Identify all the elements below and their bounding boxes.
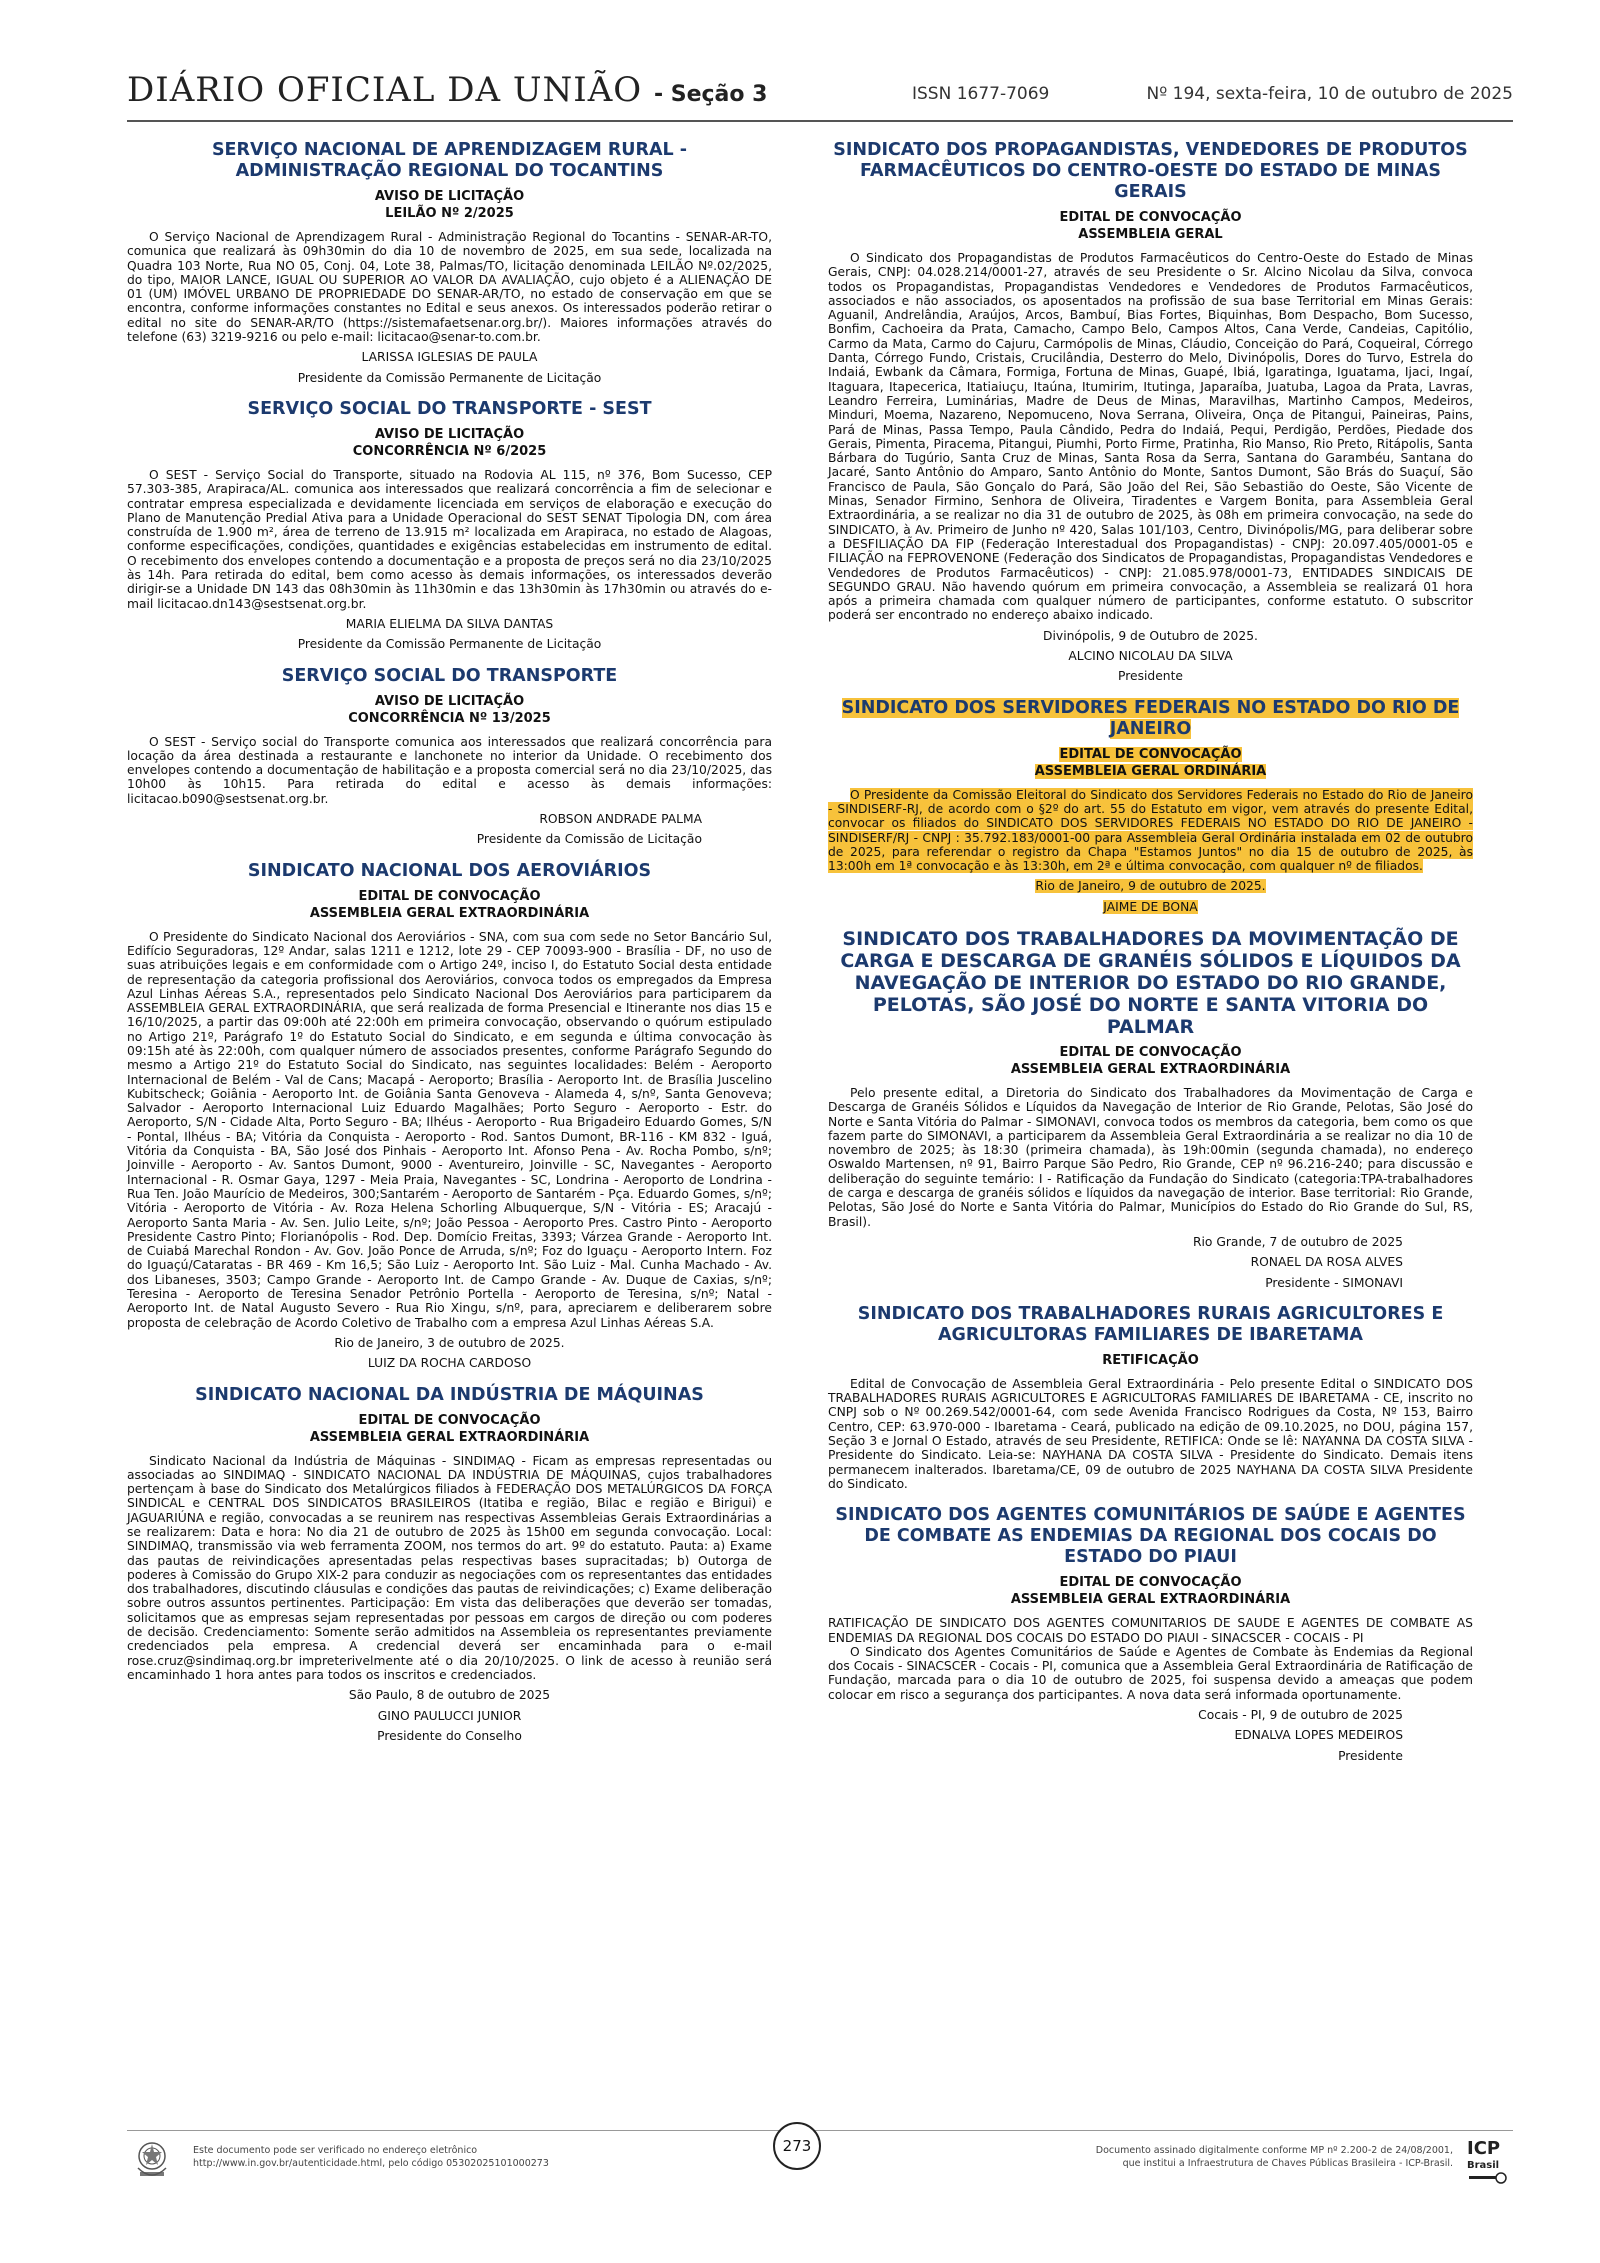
edition-info: Nº 194, sexta-feira, 10 de outubro de 2025 — [1146, 84, 1513, 104]
signatory-role: Presidente - SIMONAVI — [1265, 1275, 1403, 1290]
signatory-role: Presidente da Comissão de Licitação — [476, 832, 702, 847]
footer-divider — [127, 2130, 1513, 2131]
notice-body: O Sindicato dos Propagandistas de Produtos Farmacêuticos do Centro-Oeste do Estado de Minas Gerais, CNPJ: 04.028.214/0001-27, através de seu Presidente o Sr. Alcino Nicolau da Silva, convoca todos os Propagandistas, Propagandistas Vendedores e Vendedores de Produtos Farmacêuticos, associados e não associados, os aposentados na profissão de sua base Territorial em Minas Gerais: Aguanil, Andrelândia, Araújos, Arcos, Bambuí, Bias Fortes, Biquinhas, Bom Despacho, Bom Sucesso, Bonfim, Cachoeira da Prata, Camacho, Campo Belo, Campos Altos, Cana Verde, Candeias, Capitólio, Carmo da Mata, Carmo do Cajuru, Carmópolis de Minas, Cláudio, Conceição do Pará, Coqueiral, Córrego Danta, Córrego Fundo, Cristais, Crucilândia, Desterro do Melo, Divinópolis, Dores do Turvo, Estrela do Indaiá, Ewbank da Câmara, Formiga, Fortuna de Minas, Guapé, Ibiá, Igaratinga, Iguatama, Ijaci, Ingaí, Itaguara, Itapecerica, Itatiaiuçu, Itaúna, Itumirim, Itutinga, Japaraíba, Juatuba, Lagoa da Prata, Lavras, Leandro Ferreira, Luminárias, Madre de Deus de Minas, Maravilhas, Martinho Campos, Medeiros, Minduri, Moema, Nazareno, Nepomuceno, Nova Serrana, Oliveira, Onça de Pitangui, Paineiras, Pains, Pará de Minas, Passa Tempo, Paula Cândido, Pedra do Indaiá, Pequi, Perdigão, Perdões, Piedade dos Gerais, Pimenta, Piracema, Pitangui, Piumhi, Porto Firme, Pratinha, Rio Manso, Rio Preto, Ritápolis, Santa Bárbara do Tugúrio, Santa Cruz de Minas, Santa Rosa da Serra, Santana do Garambéu, Santana do Jacaré, Santo Antônio do Amparo, Santo Antônio do Monte, Santos Dumont, São Brás do Suaçuí, São Francisco de Paula, São Gonçalo do Pará, São João del Rei, São Sebastião do Oeste, São Vicente de Minas, Senador Firmino, Senhora de Oliveira, Tiradentes e Vargem Bonita, para Assembleia Geral Extraordinária, a se realizar no dia 31 de outubro de 2025, às 08h em primeira convocação, na sede do SINDICATO, à Av. Primeiro de Junho nº 420, Salas 101/103, Centro, Divinópolis/MG, para deliberar sobre a DESFILIAÇÃO DA FIP (Federação Interestadual dos Propagandistas) - CNPJ: 20.097.405/0001-05 e FILIAÇÃO na FEPROVENONE (Federação dos Sindicatos de Propagandistas, Propagandistas Vendedores e Vendedores de Produtos Farmacêuticos) - CNPJ: 21.085.978/0001-73, ENTIDADES SINDICAIS DE SEGUNDO GRAU. Não havendo quórum em primeira convocação, a Assembleia se realizará 01 hora após a primeira chamada com qualquer número de participantes, conforme estatuto. O subscritor poderá ser encontrado no endereço abaixo indicado. — [828, 251, 1473, 623]
publication-name: DIÁRIO OFICIAL DA UNIÃO — [127, 70, 643, 110]
notice-body: O SEST - Serviço social do Transporte comunica aos interessados que realizará concorrência para locação da área destinada a restaurante e lanchonete no interior da Unidade. O recebimento dos envelopes contendo a documentação de habilitação e a proposta comercial será no dia 23/10/2025, das 10h00 às 10h15. Para retirada do edital e acesso às demais informações: licitacao.b090@sestsenat.org.br. — [127, 734, 772, 806]
notice-type: EDITAL DE CONVOCAÇÃO — [1059, 1044, 1242, 1060]
notice-subtype: ASSEMBLEIA GERAL EXTRAORDINÁRIA — [309, 905, 590, 921]
highlighted-subtype: ASSEMBLEIA GERAL ORDINÁRIA — [1034, 763, 1267, 779]
signature-date — [828, 879, 1473, 893]
notice-type: EDITAL DE CONVOCAÇÃO — [1059, 210, 1242, 225]
notice-type: EDITAL DE CONVOCAÇÃO — [358, 1412, 541, 1428]
notice-type: EDITAL DE CONVOCAÇÃO — [358, 888, 541, 904]
signatory-role: Presidente — [1338, 1748, 1403, 1763]
notice-senar-to — [127, 140, 772, 385]
notice-body: Sindicato Nacional da Indústria de Máquinas - SINDIMAQ - Ficam as empresas representadas ou associadas ao SINDIMAQ - SINDICATO NACIONAL DA INDÚSTRIA DE MÁQUINAS, cujos trabalhadores pertençam à base do Sindicato dos Metalúrgicos filiados à FEDERAÇÃO DOS METALÚRGICOS DA FORÇA SINDICAL e CENTRAL DOS SINDICATOS BRASILEIROS (Itatiba e região, Bilac e região e Birigui) e JAGUARIÚNA e região, convocadas a se reunirem nas respectivas Assembleias Gerais Extraordinárias a se realizarem: Data e hora: No dia 21 de outubro de 2025 às 15h00 em segunda convocação. Local: SINDIMAQ, transmissão via web ferramenta ZOOM, nos termos do art. 9º do estatuto. Pauta: a) Exame das pautas de reivindicações apresentadas pelas respectivas bases supracitadas; b) Outorga de poderes à Comissão do Grupo XIX-2 para conduzir as negociações com os representantes das entidades dos trabalhadores, discutindo cláusulas e condições das pautas de reivindicações; c) Exame deliberação sobre outros assuntos pertinentes. Participação: Em vista das deliberações que deverão ser tomadas, solicitamos que as empresas sejam representadas por pessoas em cargos de direção ou com poderes de decisão. Credenciamento: Somente serão admitidos na Assembleia os representantes previamente credenciados pela empresa. A credencial deverá ser encaminhada para o e-mail rose.cruz@sindimaq.org.br impreterivelmente até o dia 20/10/2025. O link de acesso à reunião será encaminhado 1 hora antes para todos os inscritos e credenciados. — [127, 1453, 772, 1682]
notice-body: O Serviço Nacional de Aprendizagem Rural - Administração Regional do Tocantins - SENAR-AR-TO, comunica que realizará às 09h30min do dia 10 de novembro de 2025, em sua sede, localizada na Quadra 103 Norte, Rua NO 05, Conj. 04, Lote 38, Palmas/TO, licitação denominada LEILÃO Nº.02/2025, do tipo, MAIOR LANCE, IGUAL OU SUPERIOR AO VALOR DA AVALIAÇÃO, cujo objeto é a ALIENAÇÃO DE 01 (UM) IMÓVEL URBANO DE PROPRIEDADE DO SENAR-AR/TO, no estado de conservação em que se encontra, conforme informações constantes no Edital e seus anexos. Os interessados poderão retirar o edital no site do SENAR-AR/TO (https://sistemafaetsenar.org.br/). Maiores informações através do telefone (63) 3219-9216 ou pelo e-mail: licitacao@senar-to.com.br. — [127, 230, 772, 345]
svg-text:Brasil: Brasil — [1467, 2160, 1500, 2171]
notice-body: Edital de Convocação de Assembleia Geral Extraordinária - Pelo presente Edital o SINDICATO DOS TRABALHADORES RURAIS AGRICULTORES E AGRICULTORAS FAMILIARES DE IBARETAMA - CE, inscrito no CNPJ sob o Nº 00.269.542/0001-64, com sede Avenida Francisco Rodrigues da Costa, Nº 153, Bairro Centro, CEP: 63.970-000 - Ibaretama - Ceará, publicado na edição de 09.10.2025, no DOU, página 157, Seção 3 e Jornal O Estado, através de seu Presidente, RETIFICA: Onde se lê: NAYANNA DA COSTA SILVA - Presidente do Sindicato. Leia-se: NAYHANA DA COSTA SILVA - Presidente do Sindicato. Demais itens permanecem inalterados. Ibaretama/CE, 09 de outubro de 2025 NAYHANA DA COSTA SILVA Presidente do Sindicato. — [828, 1376, 1473, 1491]
notice-intro: RATIFICAÇÃO DE SINDICATO DOS AGENTES COMUNITARIOS DE SAUDE E AGENTES DE COMBATE AS ENDEMIAS DA REGIONAL DOS COCAIS DO ESTADO DO PIAUI - SINACSCER - COCAIS - PI — [828, 1616, 1473, 1645]
signature-date: Cocais - PI, 9 de outubro de 2025 — [1198, 1708, 1403, 1722]
notice-title: SINDICATO NACIONAL DOS AEROVIÁRIOS — [247, 860, 652, 881]
highlighted-body: O Presidente da Comissão Eleitoral do Sindicato dos Servidores Federais no Estado do Rio de Janeiro - SINDISERF-RJ, de acordo com o §2º do art. 55 do Estatuto em vigor, vem através do presente Edital, convocar os filiados do SINDICATO DOS SERVIDORES FEDERAIS NO ESTADO DO RIO DE JANEIRO - SINDISERF/RJ - CNPJ : 35.792.183/0001-00 para Assembleia Geral Ordinária instalada em 02 de outubro de 2025, para referendar o registro da Chapa "Estamos Juntos" no dia 15 de outubro de 2025, às 13:00h em 1ª convocação e às 13:30h, em 2ª e última convocação, com qualquer nº de filiados. — [828, 787, 1473, 874]
highlighted-signatory: JAIME DE BONA — [1103, 899, 1198, 914]
signatory-role: Presidente — [1118, 669, 1183, 684]
publication-title — [127, 70, 767, 110]
notice-title: SINDICATO DOS AGENTES COMUNITÁRIOS DE SAÚDE E AGENTES DE COMBATE AS ENDEMIAS DA REGIONAL DOS COCAIS DO ESTADO DO PIAUI — [835, 1505, 1466, 1568]
notice-body: Pelo presente edital, a Diretoria do Sindicato dos Trabalhadores da Movimentação de Carga e Descarga de Granéis Sólidos e Líquidos da Navegação de Interior de Rio Grande, Pelotas, São José do Norte e Santa Vitória do Palmar - SIMONAVI, convoca todos os membros da categoria, bem como os que fazem parte do SIMONAVI, a participarem da Assembleia Geral Extraordinária a se realizar no dia 10 de novembro de 2025; às 18:30 (primeira chamada), às 19h:00min (segunda chamada), no endereço Oswaldo Martensen, nº 91, Bairro Parque São Pedro, Rio Grande, CEP nº 96.216-240; para discussão e deliberação do seguinte temário: I - Ratificação da Fundação do Sindicato (categoria:TPA-trabalhadores de carga e descarga de granéis sólidos e líquidos da navegação de interior. Base territorial: Rio Grande, Pelotas, São José do Norte e Santa Vitória do Palmar, Municípios do Estado do Rio Grande do Sul, RS, Brasil). — [828, 1085, 1473, 1229]
notice-sest-13 — [127, 666, 772, 847]
signatory-name: RONAEL DA ROSA ALVES — [1250, 1255, 1403, 1270]
signature-date: Rio de Janeiro, 3 de outubro de 2025. — [334, 1335, 565, 1350]
signatory-name: EDNALVA LOPES MEDEIROS — [1234, 1728, 1403, 1743]
verification-line-1: Este documento pode ser verificado no endereço eletrônico — [193, 2145, 478, 2156]
verification-line-2: http://www.in.gov.br/autenticidade.html, pelo código 05302025101000273 — [193, 2158, 549, 2169]
highlighted-date: Rio de Janeiro, 9 de outubro de 2025. — [1035, 879, 1266, 894]
notice-type: AVISO DE LICITAÇÃO — [374, 189, 525, 204]
signature-date: Divinópolis, 9 de Outubro de 2025. — [1043, 628, 1258, 643]
notice-number: CONCORRÊNCIA Nº 6/2025 — [352, 443, 547, 459]
left-column — [127, 140, 772, 1757]
notice-subtype — [828, 763, 1473, 780]
highlighted-type: EDITAL DE CONVOCAÇÃO — [1059, 746, 1242, 762]
notice-body — [828, 788, 1473, 874]
notice-sinacscer — [828, 1505, 1473, 1763]
notice-type: AVISO DE LICITAÇÃO — [374, 426, 525, 442]
svg-text:ICP: ICP — [1467, 2138, 1501, 2159]
notice-sest-6 — [127, 399, 772, 652]
notice-body: O Sindicato dos Agentes Comunitários de Saúde e Agentes de Combate às Endemias da Regional dos Cocais - SINACSCER - Cocais - PI, comunica que a Assembleia Geral Extraordinária de Ratificação de Fundação, marcada para o dia 10 de outubro de 2025, foi suspensa devido a ameaças que podem colocar em risco a segurança dos participantes. A nova data será informada oportunamente. — [828, 1644, 1473, 1702]
notice-title: SERVIÇO SOCIAL DO TRANSPORTE - SEST — [247, 398, 652, 419]
notice-subtype: ASSEMBLEIA GERAL EXTRAORDINÁRIA — [1010, 1061, 1291, 1077]
signature-note — [1096, 2144, 1453, 2170]
signatory-name — [828, 900, 1473, 914]
notice-body: O SEST - Serviço Social do Transporte, situado na Rodovia AL 115, nº 376, Bom Sucesso, CEP 57.303-385, Arapiraca/AL. comunica aos interessados que realizará concorrência a fim de selecionar e contratar empresa especializada e devidamente licenciada em serviços de elaboração e execução do Plano de Manutenção Predial Ativa para a Unidade Operacional do SEST SENAT Tipologia DN, com área construída de 1.900 m², área de terreno de 13.915 m² localizada em Arapiraca, no estado de Alagoas, conforme especificações, condições, quantidades e exigências estabelecidas em instrumento de edital. O recebimento dos envelopes contendo a documentação e a proposta de preços será no dia 23/10/2025 às 14h. Para retirada do edital, bem como acesso às demais informações, os interessados deverão dirigir-se a Unidade DN 143 das 08h30min às 11h30min e das 13h30min às 17h30min ou através do e-mail licitacao.dn143@sestsenat.org.br. — [127, 467, 772, 611]
signature-line-2: que institui a Infraestrutura de Chaves Públicas Brasileira - ICP-Brasil. — [1122, 2158, 1453, 2169]
notice-title: SINDICATO NACIONAL DA INDÚSTRIA DE MÁQUINAS — [195, 1384, 704, 1405]
notice-title: SINDICATO DOS TRABALHADORES RURAIS AGRICULTORES E AGRICULTORAS FAMILIARES DE IBARETAMA — [857, 1303, 1444, 1345]
page-footer — [127, 2130, 1513, 2190]
signatory-name: GINO PAULUCCI JUNIOR — [377, 1708, 522, 1723]
notice-subtype: ASSEMBLEIA GERAL — [1078, 227, 1223, 242]
page-header — [127, 70, 1513, 122]
notice-type — [828, 746, 1473, 763]
signature-date: São Paulo, 8 de outubro de 2025 — [348, 1688, 551, 1703]
signature-date: Rio Grande, 7 de outubro de 2025 — [1192, 1234, 1403, 1249]
notice-ibaretama — [828, 1304, 1473, 1491]
notice-aeroviarios — [127, 861, 772, 1371]
coat-of-arms-icon — [132, 2138, 172, 2182]
signature-line-1: Documento assinado digitalmente conforme MP nº 2.200-2 de 24/08/2001, — [1095, 2145, 1453, 2156]
notice-type: AVISO DE LICITAÇÃO — [374, 693, 525, 709]
icp-brasil-logo-icon — [1463, 2134, 1513, 2186]
notice-title — [828, 698, 1473, 740]
page-number: 273 — [773, 2122, 821, 2170]
notice-sindimaq — [127, 1385, 772, 1744]
notice-propagandistas — [828, 140, 1473, 684]
notice-title: SERVIÇO NACIONAL DE APRENDIZAGEM RURAL - ADMINISTRAÇÃO REGIONAL DO TOCANTINS — [211, 140, 688, 181]
signatory-name: LUIZ DA ROCHA CARDOSO — [367, 1356, 532, 1371]
notice-title: SINDICATO DOS TRABALHADORES DA MOVIMENTAÇÃO DE CARGA E DESCARGA DE GRANÉIS SÓLIDOS E LÍQUIDOS DA NAVEGAÇÃO DE INTERIOR DO ESTADO DO RIO GRANDE, PELOTAS, SÃO JOSÉ DO NORTE E SANTA VITORIA DO PALMAR — [840, 927, 1461, 1038]
notice-title: SINDICATO DOS PROPAGANDISTAS, VENDEDORES DE PRODUTOS FARMACÊUTICOS DO CENTRO-OESTE DO ESTADO DE MINAS GERAIS — [833, 140, 1468, 202]
notice-simonavi — [828, 928, 1473, 1290]
signatory-role: Presidente do Conselho — [377, 1728, 522, 1743]
highlighted-title: SINDICATO DOS SERVIDORES FEDERAIS NO ESTADO DO RIO DE JANEIRO — [841, 697, 1460, 739]
signatory-name: LARISSA IGLESIAS DE PAULA — [361, 350, 538, 365]
notice-type: EDITAL DE CONVOCAÇÃO — [1059, 1575, 1242, 1591]
signatory-name: ALCINO NICOLAU DA SILVA — [1068, 649, 1233, 664]
signatory-role: Presidente da Comissão Permanente de Licitação — [297, 637, 602, 652]
signatory-role: Presidente da Comissão Permanente de Licitação — [297, 370, 602, 385]
notice-number: LEILÃO Nº 2/2025 — [385, 206, 514, 221]
notice-title: SERVIÇO SOCIAL DO TRANSPORTE — [281, 665, 618, 686]
notice-type: RETIFICAÇÃO — [1102, 1352, 1199, 1368]
publication-section: - Seção 3 — [653, 82, 768, 107]
notice-subtype: ASSEMBLEIA GERAL EXTRAORDINÁRIA — [309, 1429, 590, 1445]
notice-subtype: ASSEMBLEIA GERAL EXTRAORDINÁRIA — [1010, 1592, 1291, 1608]
issn: ISSN 1677-7069 — [912, 84, 1050, 104]
notice-number: CONCORRÊNCIA Nº 13/2025 — [348, 710, 551, 726]
notice-sindiserf-rj — [828, 698, 1473, 914]
verification-note — [193, 2144, 549, 2170]
notice-body: O Presidente do Sindicato Nacional dos Aeroviários - SNA, com sua com sede no Setor Bancário Sul, Edifício Seguradoras, 12º Andar, salas 1211 e 1212, lote 29 - CEP 70093-900 - Brasília - DF, no uso de suas atribuições legais e em conformidade com o Artigo 24º, inciso I, do Estatuto Social desta entidade de representação da categoria profissional dos Aeroviários, convoca todos os empregados da Empresa Azul Linhas Aéreas S.A., representados pelo Sindicato Nacional Dos Aeroviários para participarem da ASSEMBLEIA GERAL EXTRAORDINÁRIA, que será realizada de forma Presencial e Itinerante nos dias 15 e 16/10/2025, a partir das 09:00h até 22:00h em primeira convocação, observando o quórum estipulado no Artigo 21º, Parágrafo 1º do Estatuto Social do Sindicato, e em segunda e última convocação às 09:15h até às 22:00h, com qualquer número de associados presentes, conforme Parágrafo Segundo do mesmo a Artigo 21º do Estatuto Social do Sindicato, nas seguintes localidades: Belém - Aeroporto Internacional de Belém - Val de Cans; Macapá - Aeroporto; Brasília - Aeroporto Int. de Brasília Juscelino Kubitscheck; Goiânia - Aeroporto Int. de Goiânia Santa Genoveva - Alameda 4, s/nº, Santa Genoveva; Salvador - Aeroporto Internacional Luiz Eduardo Magalhães; Porto Seguro - Aeroporto - Estr. do Aeroporto, S/N - Cidade Alta, Porto Seguro - BA; Ilhéus - Aeroporto - Rua Brigadeiro Eduardo Gomes, S/N - Pontal, Ilhéus - BA; Vitória da Conquista - Aeroporto - Rod. Santos Dumont, BR-116 - KM 832 - Iguá, Vitória da Conquista - BA, São José dos Pinhais - Aeroporto Int. Afonso Pena - Av. Rocha Pombo, s/nº; Joinville - Aeroporto - Av. Santos Dumont, 9000 - Aventureiro, Joinville - SC, Navegantes - Aeroporto Internacional - R. Osmar Gaya, 1297 - Meia Praia, Navegantes - SC, Londrina - Aeroporto de Londrina - Rua Ten. João Maurício de Medeiros, 300;Santarém - Aeroporto de Santarém - Pça. Eduardo Gomes, s/nº; Vitória - Aeroporto de Vitória - Av. Roza Helena Schorling Albuquerque, S/N - Vitória - ES; Aracajú - Aeroporto Santa Maria - Av. Sen. Julio Leite, s/nº; João Pessoa - Aeroporto Pres. Castro Pinto - Aeroporto Presidente Castro Pinto; Florianópolis - Rod. Dep. Domício Freitas, 3393; Várzea Grande - Aeroporto Int. de Cuiabá Marechal Rondon - Av. Gov. João Ponce de Arruda, s/nº; Foz do Iguaçu - Aeroporto Intern. Foz do Iguaçú/Cataratas - BR 469 - Km 16,5; São Luiz - Aeroporto Int. São Luiz - Mal. Cunha Machado - Av. dos Libaneses, 3503; Campo Grande - Aeroporto Int. de Campo Grande - Av. Duque de Caxias, s/nº; Teresina - Aeroporto de Teresina Senador Petrônio Portella - Aeroporto de Teresina, s/nº; Natal - Aeroporto Int. de Natal Augusto Severo - Rua Rio Xingu, s/nº, para, apreciarem e deliberarem sobre proposta de celebração de Acordo Coletivo de Trabalho com a empresa Azul Linhas Aéreas S.A. — [127, 929, 772, 1330]
signatory-name: ROBSON ANDRADE PALMA — [539, 812, 702, 827]
right-column — [828, 140, 1473, 1777]
signatory-name: MARIA ELIELMA DA SILVA DANTAS — [345, 616, 554, 631]
